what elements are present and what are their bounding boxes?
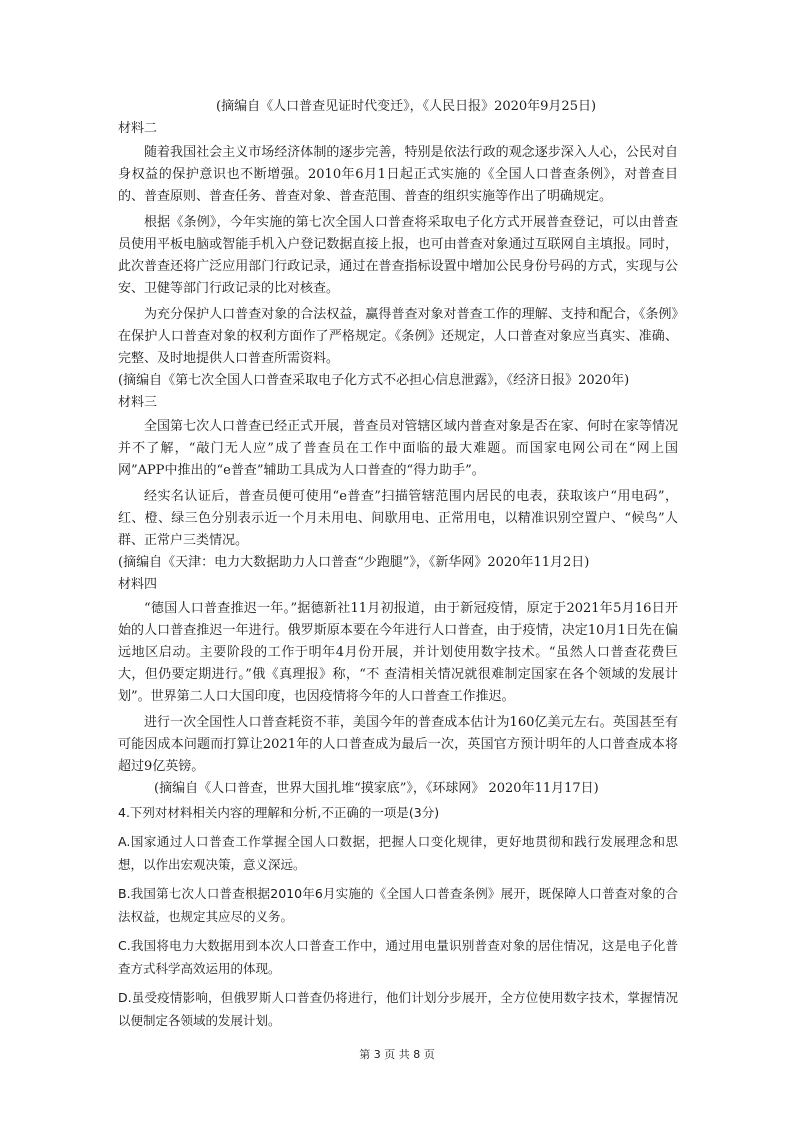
option-b: B.我国第七次人口普查根据2010年6月实施的《全国人口普查条例》展开，既保障人口普查对象的合法权益，也规定其应尽的义务。 [118,886,678,924]
question-4 [118,802,678,1032]
source-citation-intro: (摘编自《人口普查见证时代变迁》，《人民日报》2020年9月25日) [216,99,597,114]
paragraph: 全国第七次人口普查已经正式开展，普查员对管辖区域内普查对象是否在家、何时在家等情况并不了解，“敲门无人应”成了普查员在工作中面临的最大难题。而国家电网公司在“网上国网”APP中推出的“e普查”辅助工具成为人口普查的“得力助手”。 [118,419,678,478]
page-number: 第 3 页 共 8 页 [359,1048,435,1061]
paragraph: 随着我国社会主义市场经济体制的逐步完善，特别是依法行政的观念逐步深入人心，公民对自身权益的保护意识也不断增强。2010年6月1日起正式实施的《全国人口普查条例》，对普查目的、普查原则、普查任务、普查对象、普查范围、普查的组织实施等作出了明确规定。 [118,145,678,204]
material-heading: 材料四 [118,577,158,592]
paragraph: 根据《条例》，今年实施的第七次全国人口普查将采取电子化方式开展普查登记，可以由普查员使用平板电脑或智能手机入户登记数据直接上报，也可由普查对象通过互联网自主填报。同时，此次普查还将广泛应用部门行政记录，通过在普查指标设置中增加公民身份号码的方式，实现与公安、卫健等部门行政记录的比对核查。 [118,215,678,296]
paragraph: “德国人口普查推迟一年。”据德新社11月初报道，由于新冠疫情，原定于2021年5月16日开始的人口普查推迟一年进行。俄罗斯原本要在今年进行人口普查，由于疫情，决定10月1日先在偏远地区启动。主要阶段的工作于明年4月份开展，并计划使用数字技术。“虽然人口普查花费巨大，但仍要定期进行。”俄《真理报》称，“不 查清相关情况就很难制定国家在各个领域的发展计划”。世界第二人口大国印度，也因疫情将今年的人口普查工作推迟。 [118,601,678,704]
paragraph: 经实名认证后，普查员便可使用“e普查”扫描管辖范围内居民的电表，获取该户“用电码”，红、橙、绿三色分别表示近一个月未用电、间歇用电、正常用电，以精准识别空置户、“候鸟”人群、正常户三类情况。 [118,489,678,548]
option-a: A.国家通过人口普查工作掌握全国人口数据，把握人口变化规律，更好地贯彻和践行发展理念和思想，以作出宏观决策，意义深远。 [118,834,678,872]
material-heading: 材料三 [118,395,158,410]
paragraph: 为充分保护人口普查对象的合法权益，赢得普查对象对普查工作的理解、支持和配合，《条例》在保护人口普查对象的权利方面作了严格规定。《条例》还规定，人口普查对象应当真实、准确、完整、及时地提供人口普查所需资料。 [118,307,678,366]
source-citation: (摘编自《第七次全国人口普查采取电子化方式不必担心信息泄露》，《经济日报》2020年) [118,373,630,388]
material-3 [118,392,678,574]
option-d: D.虽受疫情影响，但俄罗斯人口普查仍将进行，他们计划分步展开，全方位使用数字技术，掌握情况以便制定各领域的发展计划。 [118,990,678,1028]
document-page [118,96,678,1032]
material-4 [118,574,678,800]
paragraph: 进行一次全国性人口普查耗资不菲，美国今年的普查成本估计为160亿美元左右。英国甚至有可能因成本问题而打算让2021年的人口普查成为最后一次，英国官方预计明年的人口普查成本将超过9亿英镑。 [118,715,678,774]
source-citation: (摘编自《人口普查，世界大国扎堆“摸家底”》，《环球网》 2020年11月17日) [154,781,599,796]
source-citation: (摘编自《天津：电力大数据助力人口普查“少跑腿”》，《新华网》2020年11月2日) [118,555,590,570]
material-heading: 材料二 [118,121,158,136]
material-2 [118,118,678,392]
option-c: C.我国将电力大数据用到本次人口普查工作中，通过用电量识别普查对象的居住情况，这是电子化普查方式科学高效运用的体现。 [118,938,678,976]
question-stem: 4.下列对材料相关内容的理解和分析,不正确的一项是(3分) [118,805,440,820]
